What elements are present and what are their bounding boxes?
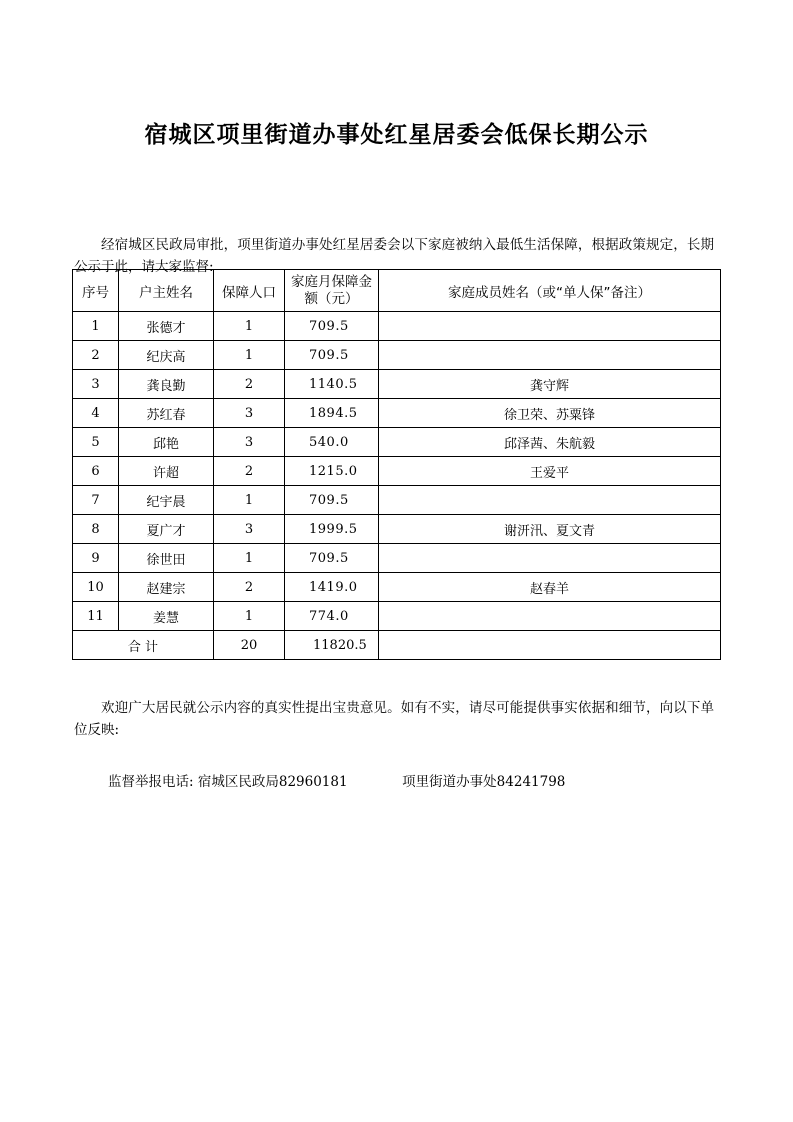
cell-head-name: 姜慧 (119, 602, 214, 631)
total-label: 合 计 (73, 631, 214, 660)
hotline-bureau: 宿城区民政局82960181 (197, 774, 348, 790)
cell-members: 龚守辉 (379, 370, 721, 399)
table-row (73, 457, 721, 486)
cell-persons: 3 (214, 399, 285, 428)
cell-persons: 2 (214, 457, 285, 486)
table-row (73, 370, 721, 399)
cell-amount: 1419.0 (285, 573, 379, 602)
hotline-office: 项里街道办事处84241798 (402, 774, 566, 790)
header-members: 家庭成员姓名（或“单人保”备注） (379, 270, 721, 312)
cell-amount: 540.0 (285, 428, 379, 457)
cell-amount: 709.5 (285, 486, 379, 515)
table-header-row (73, 270, 721, 312)
document-title: 宿城区项里街道办事处红星居委会低保长期公示 (144, 122, 649, 148)
header-persons: 保障人口 (214, 270, 285, 312)
cell-head-name: 许超 (119, 457, 214, 486)
hotline-label: 监督举报电话: (108, 774, 194, 790)
cell-persons: 2 (214, 370, 285, 399)
table-row (73, 399, 721, 428)
cell-members: 谢汧汛、夏文青 (379, 515, 721, 544)
cell-index: 11 (73, 602, 119, 631)
cell-amount: 1140.5 (285, 370, 379, 399)
intro-paragraph: 经宿城区民政局审批，项里街道办事处红星居委会以下家庭被纳入最低生活保障，根据政策规定，长期公示于此，请大家监督: (74, 236, 714, 275)
cell-persons: 1 (214, 312, 285, 341)
cell-head-name: 夏广才 (119, 515, 214, 544)
cell-members (379, 312, 721, 341)
cell-index: 1 (73, 312, 119, 341)
cell-head-name: 徐世田 (119, 544, 214, 573)
subsistence-table (72, 269, 721, 660)
cell-members (379, 544, 721, 573)
table-row (73, 515, 721, 544)
cell-head-name: 张德才 (119, 312, 214, 341)
cell-index: 4 (73, 399, 119, 428)
cell-members (379, 341, 721, 370)
cell-index: 10 (73, 573, 119, 602)
cell-members: 徐卫荣、苏粟锋 (379, 399, 721, 428)
table-row (73, 544, 721, 573)
cell-index: 8 (73, 515, 119, 544)
table-row (73, 573, 721, 602)
cell-index: 7 (73, 486, 119, 515)
cell-amount: 1215.0 (285, 457, 379, 486)
table-row (73, 602, 721, 631)
cell-index: 5 (73, 428, 119, 457)
cell-amount: 1999.5 (285, 515, 379, 544)
cell-persons: 3 (214, 515, 285, 544)
cell-index: 3 (73, 370, 119, 399)
total-amount: 11820.5 (285, 631, 379, 660)
cell-head-name: 纪宇晨 (119, 486, 214, 515)
total-members (379, 631, 721, 660)
cell-members (379, 602, 721, 631)
table-row (73, 312, 721, 341)
hotline-line (108, 770, 565, 790)
outro-paragraph: 欢迎广大居民就公示内容的真实性提出宝贵意见。如有不实，请尽可能提供事实依据和细节，向以下单位反映: (74, 699, 714, 738)
cell-members: 王爱平 (379, 457, 721, 486)
cell-members: 邱泽茜、朱航毅 (379, 428, 721, 457)
total-persons: 20 (214, 631, 285, 660)
cell-amount: 709.5 (285, 341, 379, 370)
cell-amount: 1894.5 (285, 399, 379, 428)
cell-head-name: 赵建宗 (119, 573, 214, 602)
header-amount: 家庭月保障金额（元） (285, 270, 379, 312)
cell-persons: 1 (214, 602, 285, 631)
cell-head-name: 龚良勤 (119, 370, 214, 399)
total-row (73, 631, 721, 660)
cell-persons: 3 (214, 428, 285, 457)
cell-head-name: 苏红春 (119, 399, 214, 428)
table-row (73, 428, 721, 457)
table-row (73, 486, 721, 515)
cell-index: 2 (73, 341, 119, 370)
cell-persons: 2 (214, 573, 285, 602)
cell-index: 6 (73, 457, 119, 486)
table-row (73, 341, 721, 370)
cell-amount: 709.5 (285, 544, 379, 573)
cell-amount: 774.0 (285, 602, 379, 631)
cell-members (379, 486, 721, 515)
cell-persons: 1 (214, 341, 285, 370)
cell-members: 赵春羊 (379, 573, 721, 602)
cell-index: 9 (73, 544, 119, 573)
cell-persons: 1 (214, 544, 285, 573)
cell-amount: 709.5 (285, 312, 379, 341)
cell-head-name: 邱艳 (119, 428, 214, 457)
cell-persons: 1 (214, 486, 285, 515)
cell-head-name: 纪庆高 (119, 341, 214, 370)
header-head-name: 户主姓名 (119, 270, 214, 312)
header-index: 序号 (73, 270, 119, 312)
